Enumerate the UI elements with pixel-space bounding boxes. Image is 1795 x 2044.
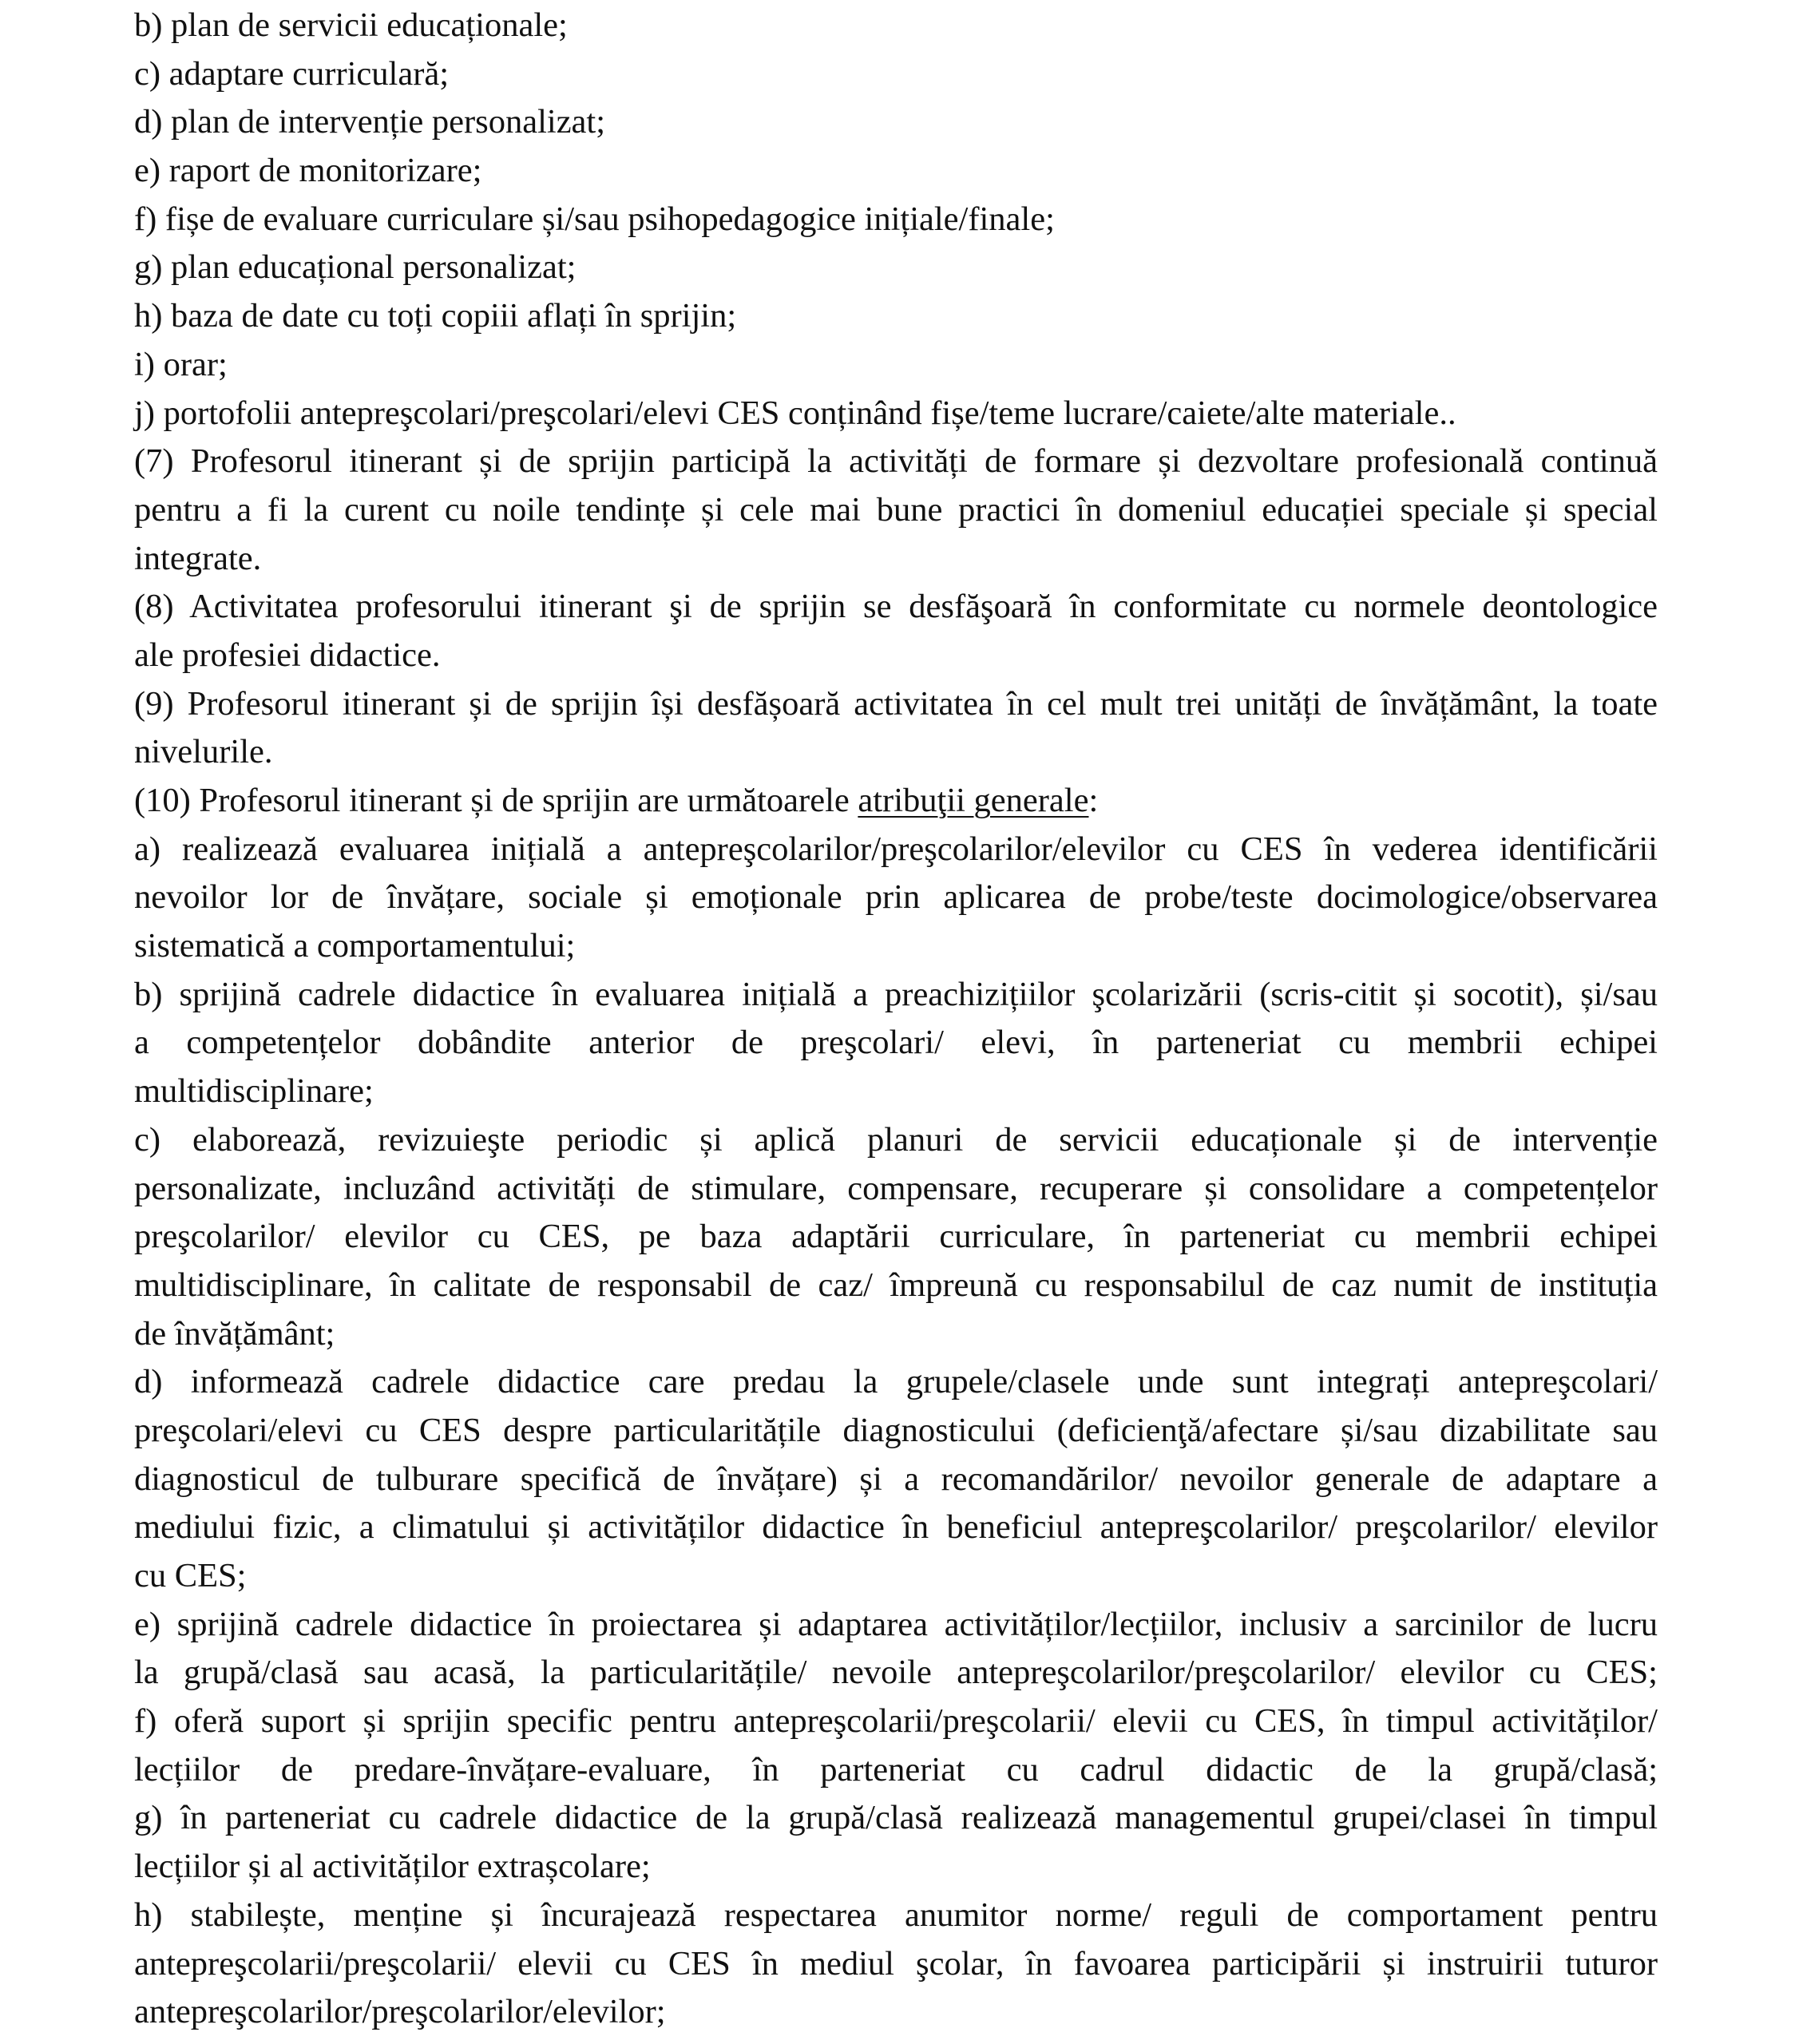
text-line: la grupă/clasă sau acasă, la particularitățile/ nevoile antepreşcolarilor/preşcolarilor/ elevilor cu CES;: [134, 1654, 1658, 1692]
text-line: c) elaborează, revizuieşte periodic și aplică planuri de servicii educaționale și de intervenție: [134, 1120, 1658, 1159]
text-line: antepreşcolarii/preşcolarii/ elevii cu CES în mediul şcolar, în favoarea participării și instruirii tuturor: [134, 1944, 1658, 1983]
text-line: d) plan de intervenție personalizat;: [134, 103, 606, 141]
text-line: e) sprijină cadrele didactice în proiectarea și adaptarea activităților/lecțiilor, inclusiv a sarcinilor de lucru: [134, 1605, 1658, 1643]
underlined-text: atribuţii generale: [858, 782, 1089, 819]
text-line: lecțiilor de predare-învățare-evaluare, în parteneriat cu cadrul didactic de la grupă/clasă;: [134, 1750, 1658, 1788]
document-body: [134, 2, 1658, 2037]
text-line: c) adaptare curriculară;: [134, 54, 450, 93]
text-line: b) plan de servicii educaționale;: [134, 6, 568, 44]
text-line: b) sprijină cadrele didactice în evaluarea inițială a preachizițiilor şcolarizării (scris-citit și socotit), și/sau: [134, 975, 1658, 1013]
text-line: ale profesiei didactice.: [134, 636, 441, 674]
text-line: e) raport de monitorizare;: [134, 152, 482, 190]
text-line: de învățământ;: [134, 1314, 335, 1353]
text-line: j) portofolii antepreşcolari/preşcolari/elevi CES conținând fișe/teme lucrare/caiete/alte materiale..: [134, 394, 1456, 432]
text-line: g) în parteneriat cu cadrele didactice de la grupă/clasă realizează managementul grupei/clasei în timpul: [134, 1799, 1658, 1837]
text-line: (7) Profesorul itinerant și de sprijin participă la activități de formare și dezvoltare profesională continuă: [134, 442, 1658, 481]
text-segment: :: [1088, 782, 1099, 819]
text-line: pentru a fi la curent cu noile tendințe și cele mai bune practici în domeniul educației speciale și special: [134, 490, 1658, 529]
text-line: nevoilor lor de învățare, sociale și emoționale prin aplicarea de probe/teste docimologice/observarea: [134, 878, 1658, 917]
text-line: multidisciplinare;: [134, 1072, 374, 1111]
text-line: (8) Activitatea profesorului itinerant şi de sprijin se desfăşoară în conformitate cu normele deontologice: [134, 588, 1658, 626]
text-line: sistematică a comportamentului;: [134, 927, 576, 965]
text-line: antepreşcolarilor/preşcolarilor/elevilor;: [134, 1993, 666, 2031]
text-line: personalizate, incluzând activități de stimulare, compensare, recuperare și consolidare a competențelor: [134, 1169, 1658, 1207]
text-line: preşcolarilor/ elevilor cu CES, pe baza adaptării curriculare, în parteneriat cu membrii echipei: [134, 1218, 1658, 1256]
text-line: lecțiilor și al activităților extrașcolare;: [134, 1848, 651, 1886]
text-line: a competențelor dobândite anterior de preşcolari/ elevi, în parteneriat cu membrii echipei: [134, 1024, 1658, 1062]
text-line: mediului fizic, a climatului și activităților didactice în beneficiul antepreşcolarilor/ preşcolarilor/ elevilor: [134, 1508, 1658, 1547]
text-line: integrate.: [134, 539, 262, 577]
text-line: multidisciplinare, în calitate de responsabil de caz/ împreună cu responsabilul de caz numit de instituția: [134, 1266, 1658, 1304]
text-line: preşcolari/elevi cu CES despre particularitățile diagnosticului (deficienţă/afectare și/sau dizabilitate sau: [134, 1411, 1658, 1449]
text-line: d) informează cadrele didactice care predau la grupele/clasele unde sunt integrați antepreşcolari/: [134, 1363, 1658, 1401]
text-line: h) baza de date cu toți copiii aflați în sprijin;: [134, 297, 737, 335]
text-line: f) oferă suport și sprijin specific pentru antepreşcolarii/preşcolarii/ elevii cu CES, în timpul activităților/: [134, 1702, 1658, 1741]
text-segment: (10) Profesorul itinerant și de sprijin are următoarele: [134, 782, 858, 819]
text-line: (9) Profesorul itinerant și de sprijin își desfășoară activitatea în cel mult trei unități de învățământ, la toate: [134, 684, 1658, 723]
text-line: g) plan educațional personalizat;: [134, 248, 577, 287]
text-line: a) realizează evaluarea inițială a antepreşcolarilor/preşcolarilor/elevilor cu CES în vederea identificării: [134, 830, 1658, 868]
text-line: cu CES;: [134, 1557, 247, 1594]
text-line: nivelurile.: [134, 733, 273, 771]
text-line: h) stabilește, menține și încurajează respectarea anumitor norme/ reguli de comportament pentru: [134, 1895, 1658, 1934]
text-line: f) fișe de evaluare curriculare și/sau psihopedagogice inițiale/finale;: [134, 200, 1055, 238]
text-line: [134, 777, 1658, 826]
text-line: i) orar;: [134, 345, 228, 383]
text-line: diagnosticul de tulburare specifică de învățare) și a recomandărilor/ nevoilor generale de adaptare a: [134, 1460, 1658, 1498]
